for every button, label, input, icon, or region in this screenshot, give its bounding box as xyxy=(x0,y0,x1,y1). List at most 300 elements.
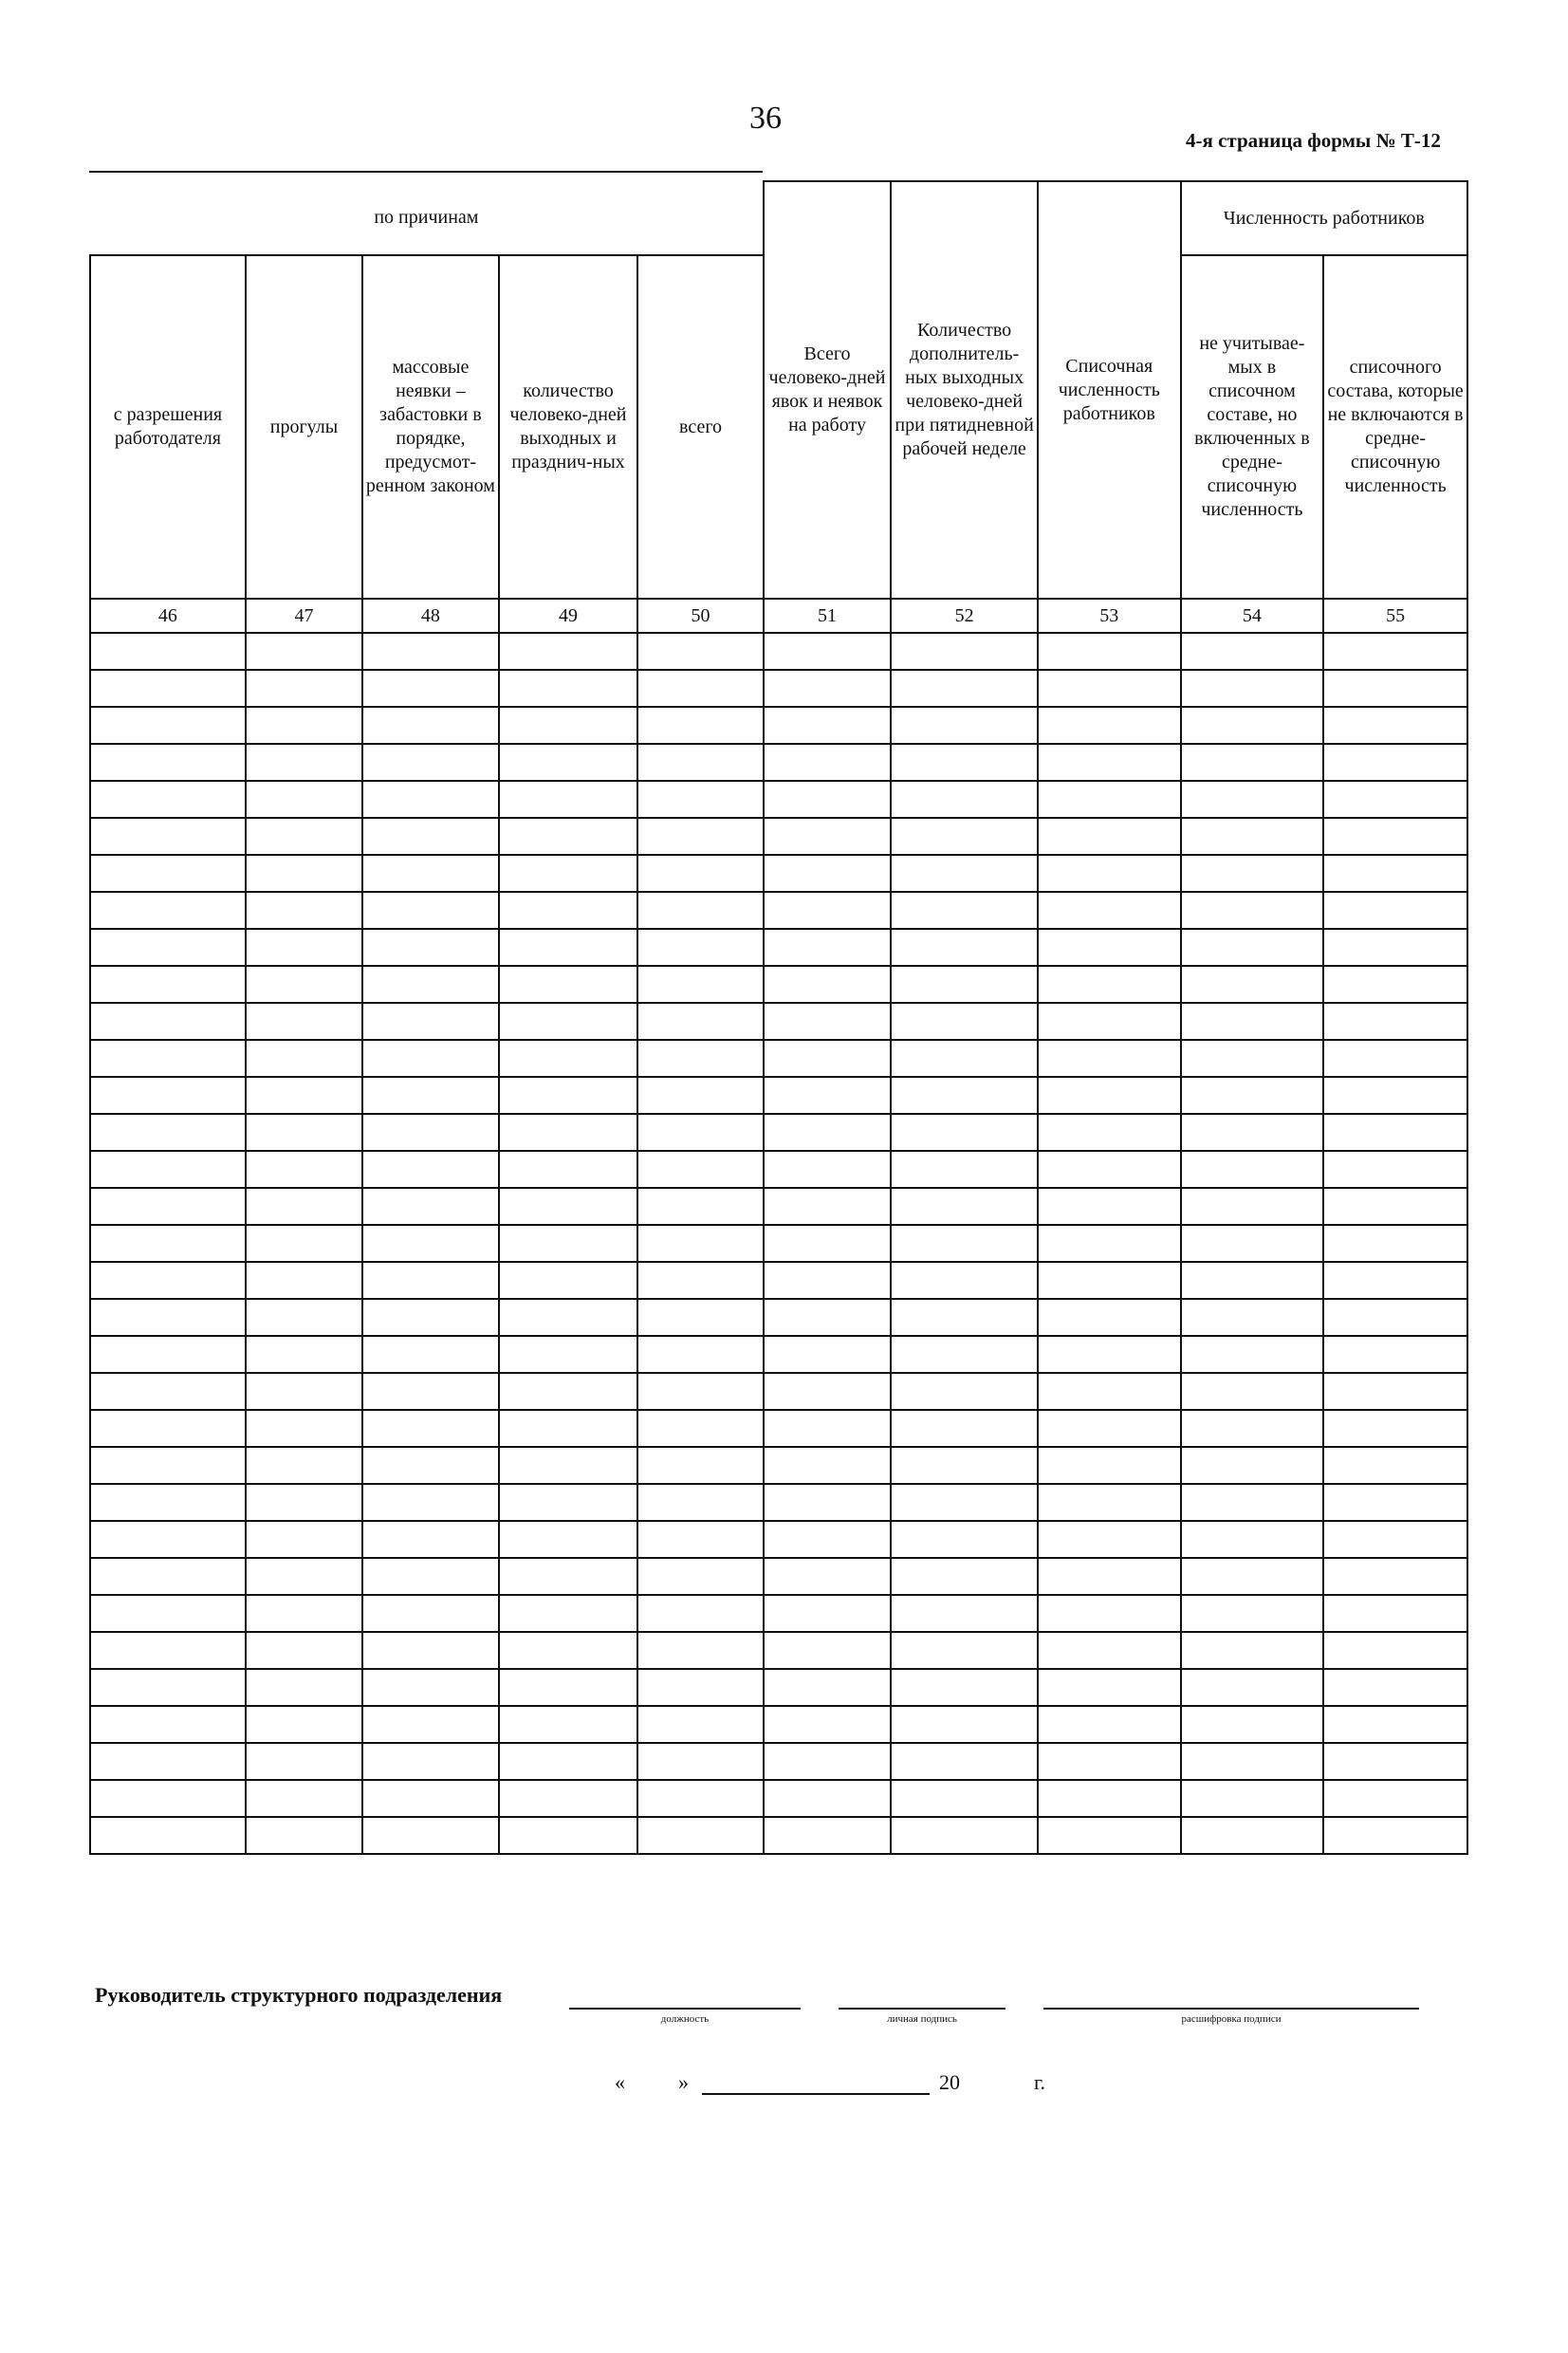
table-cell[interactable] xyxy=(246,818,362,855)
table-cell[interactable] xyxy=(1181,1706,1324,1743)
table-cell[interactable] xyxy=(637,633,763,670)
table-cell[interactable] xyxy=(90,781,246,818)
table-cell[interactable] xyxy=(891,1743,1038,1780)
table-cell[interactable] xyxy=(1323,1003,1467,1040)
table-cell[interactable] xyxy=(1181,929,1324,966)
table-cell[interactable] xyxy=(1181,633,1324,670)
table-cell[interactable] xyxy=(764,1484,891,1521)
table-cell[interactable] xyxy=(1038,1669,1181,1706)
table-cell[interactable] xyxy=(1323,670,1467,707)
table-cell[interactable] xyxy=(764,781,891,818)
table-cell[interactable] xyxy=(90,1040,246,1077)
table-cell[interactable] xyxy=(246,781,362,818)
table-cell[interactable] xyxy=(1323,1225,1467,1262)
table-cell[interactable] xyxy=(362,1521,499,1558)
table-cell[interactable] xyxy=(891,1410,1038,1447)
table-cell[interactable] xyxy=(1181,1003,1324,1040)
table-cell[interactable] xyxy=(90,1817,246,1854)
table-cell[interactable] xyxy=(891,1040,1038,1077)
table-cell[interactable] xyxy=(362,1669,499,1706)
table-cell[interactable] xyxy=(891,670,1038,707)
table-cell[interactable] xyxy=(764,1743,891,1780)
date-month-field[interactable] xyxy=(702,2093,930,2095)
table-cell[interactable] xyxy=(90,1373,246,1410)
table-cell[interactable] xyxy=(764,1225,891,1262)
table-cell[interactable] xyxy=(1181,744,1324,781)
table-cell[interactable] xyxy=(764,1114,891,1151)
table-cell[interactable] xyxy=(891,1669,1038,1706)
table-cell[interactable] xyxy=(891,1595,1038,1632)
table-cell[interactable] xyxy=(362,707,499,744)
signature-field[interactable] xyxy=(839,2008,1005,2010)
table-cell[interactable] xyxy=(90,744,246,781)
table-cell[interactable] xyxy=(1181,818,1324,855)
table-cell[interactable] xyxy=(90,1484,246,1521)
table-cell[interactable] xyxy=(499,1040,638,1077)
table-cell[interactable] xyxy=(1323,1040,1467,1077)
table-cell[interactable] xyxy=(891,1521,1038,1558)
table-cell[interactable] xyxy=(1038,1780,1181,1817)
table-cell[interactable] xyxy=(90,818,246,855)
table-cell[interactable] xyxy=(246,1817,362,1854)
table-cell[interactable] xyxy=(246,1299,362,1336)
table-cell[interactable] xyxy=(764,1262,891,1299)
table-cell[interactable] xyxy=(1323,1410,1467,1447)
table-cell[interactable] xyxy=(891,1225,1038,1262)
table-cell[interactable] xyxy=(246,892,362,929)
table-cell[interactable] xyxy=(246,744,362,781)
table-cell[interactable] xyxy=(1323,1521,1467,1558)
table-cell[interactable] xyxy=(1038,1632,1181,1669)
table-cell[interactable] xyxy=(891,1336,1038,1373)
table-cell[interactable] xyxy=(1181,1373,1324,1410)
table-cell[interactable] xyxy=(246,670,362,707)
table-cell[interactable] xyxy=(1323,1447,1467,1484)
table-cell[interactable] xyxy=(499,1299,638,1336)
table-cell[interactable] xyxy=(499,1484,638,1521)
table-cell[interactable] xyxy=(362,1373,499,1410)
table-cell[interactable] xyxy=(499,1447,638,1484)
table-cell[interactable] xyxy=(891,929,1038,966)
table-cell[interactable] xyxy=(1181,1151,1324,1188)
table-cell[interactable] xyxy=(637,1299,763,1336)
table-cell[interactable] xyxy=(891,1114,1038,1151)
table-cell[interactable] xyxy=(1181,1188,1324,1225)
table-cell[interactable] xyxy=(1038,1225,1181,1262)
table-cell[interactable] xyxy=(499,892,638,929)
table-cell[interactable] xyxy=(637,855,763,892)
table-cell[interactable] xyxy=(499,1114,638,1151)
table-cell[interactable] xyxy=(1038,818,1181,855)
table-cell[interactable] xyxy=(1323,707,1467,744)
table-cell[interactable] xyxy=(499,855,638,892)
table-cell[interactable] xyxy=(499,781,638,818)
table-cell[interactable] xyxy=(637,744,763,781)
table-cell[interactable] xyxy=(499,1706,638,1743)
table-cell[interactable] xyxy=(499,744,638,781)
table-cell[interactable] xyxy=(499,1077,638,1114)
decryption-field[interactable] xyxy=(1043,2008,1419,2010)
table-cell[interactable] xyxy=(362,818,499,855)
table-cell[interactable] xyxy=(764,633,891,670)
table-cell[interactable] xyxy=(1038,1484,1181,1521)
table-cell[interactable] xyxy=(90,1558,246,1595)
table-cell[interactable] xyxy=(1181,892,1324,929)
table-cell[interactable] xyxy=(637,1484,763,1521)
table-cell[interactable] xyxy=(362,929,499,966)
table-cell[interactable] xyxy=(1038,1151,1181,1188)
table-cell[interactable] xyxy=(90,929,246,966)
table-cell[interactable] xyxy=(764,1447,891,1484)
table-cell[interactable] xyxy=(891,855,1038,892)
table-cell[interactable] xyxy=(764,1336,891,1373)
table-cell[interactable] xyxy=(1181,1410,1324,1447)
table-cell[interactable] xyxy=(764,707,891,744)
table-cell[interactable] xyxy=(1038,1077,1181,1114)
table-cell[interactable] xyxy=(362,1188,499,1225)
table-cell[interactable] xyxy=(90,1262,246,1299)
table-cell[interactable] xyxy=(1038,1114,1181,1151)
table-cell[interactable] xyxy=(362,1262,499,1299)
table-cell[interactable] xyxy=(637,1262,763,1299)
table-cell[interactable] xyxy=(764,1188,891,1225)
table-cell[interactable] xyxy=(1323,892,1467,929)
table-cell[interactable] xyxy=(1323,1743,1467,1780)
table-cell[interactable] xyxy=(891,1373,1038,1410)
table-cell[interactable] xyxy=(764,1040,891,1077)
table-cell[interactable] xyxy=(362,1743,499,1780)
table-cell[interactable] xyxy=(362,781,499,818)
table-cell[interactable] xyxy=(246,855,362,892)
table-cell[interactable] xyxy=(1323,1151,1467,1188)
table-cell[interactable] xyxy=(637,1743,763,1780)
table-cell[interactable] xyxy=(637,1669,763,1706)
table-cell[interactable] xyxy=(764,1299,891,1336)
table-cell[interactable] xyxy=(90,1669,246,1706)
table-cell[interactable] xyxy=(90,1077,246,1114)
table-cell[interactable] xyxy=(90,1780,246,1817)
position-field[interactable] xyxy=(569,2008,801,2010)
table-cell[interactable] xyxy=(362,1780,499,1817)
table-cell[interactable] xyxy=(764,1521,891,1558)
table-cell[interactable] xyxy=(891,1558,1038,1595)
table-cell[interactable] xyxy=(1181,1225,1324,1262)
table-cell[interactable] xyxy=(764,1373,891,1410)
table-cell[interactable] xyxy=(1038,1447,1181,1484)
table-cell[interactable] xyxy=(499,1780,638,1817)
table-cell[interactable] xyxy=(90,1706,246,1743)
table-cell[interactable] xyxy=(891,1151,1038,1188)
table-cell[interactable] xyxy=(1323,855,1467,892)
table-cell[interactable] xyxy=(637,929,763,966)
table-cell[interactable] xyxy=(90,1114,246,1151)
table-cell[interactable] xyxy=(764,670,891,707)
table-cell[interactable] xyxy=(1323,1077,1467,1114)
table-cell[interactable] xyxy=(637,1558,763,1595)
table-cell[interactable] xyxy=(246,1336,362,1373)
table-cell[interactable] xyxy=(90,1003,246,1040)
table-cell[interactable] xyxy=(637,707,763,744)
table-cell[interactable] xyxy=(1038,966,1181,1003)
table-cell[interactable] xyxy=(1038,1817,1181,1854)
table-cell[interactable] xyxy=(637,1706,763,1743)
table-cell[interactable] xyxy=(362,1595,499,1632)
table-cell[interactable] xyxy=(246,1040,362,1077)
table-cell[interactable] xyxy=(637,1077,763,1114)
table-cell[interactable] xyxy=(246,1669,362,1706)
table-cell[interactable] xyxy=(246,1262,362,1299)
table-cell[interactable] xyxy=(891,1447,1038,1484)
table-cell[interactable] xyxy=(1181,1669,1324,1706)
table-cell[interactable] xyxy=(362,1336,499,1373)
table-cell[interactable] xyxy=(1038,1188,1181,1225)
table-cell[interactable] xyxy=(637,1188,763,1225)
table-cell[interactable] xyxy=(90,1188,246,1225)
table-cell[interactable] xyxy=(1323,1817,1467,1854)
table-cell[interactable] xyxy=(1323,929,1467,966)
table-cell[interactable] xyxy=(90,707,246,744)
table-cell[interactable] xyxy=(499,1521,638,1558)
table-cell[interactable] xyxy=(891,892,1038,929)
table-cell[interactable] xyxy=(1181,1262,1324,1299)
table-cell[interactable] xyxy=(362,892,499,929)
table-cell[interactable] xyxy=(1038,633,1181,670)
table-cell[interactable] xyxy=(891,633,1038,670)
table-cell[interactable] xyxy=(362,670,499,707)
table-cell[interactable] xyxy=(246,929,362,966)
table-cell[interactable] xyxy=(362,1447,499,1484)
table-cell[interactable] xyxy=(1038,670,1181,707)
table-cell[interactable] xyxy=(1323,781,1467,818)
table-cell[interactable] xyxy=(1038,1410,1181,1447)
table-cell[interactable] xyxy=(90,1595,246,1632)
table-cell[interactable] xyxy=(1181,781,1324,818)
table-cell[interactable] xyxy=(1038,855,1181,892)
table-cell[interactable] xyxy=(1181,670,1324,707)
table-cell[interactable] xyxy=(246,1743,362,1780)
table-cell[interactable] xyxy=(362,1817,499,1854)
table-cell[interactable] xyxy=(1038,744,1181,781)
table-cell[interactable] xyxy=(499,1632,638,1669)
table-cell[interactable] xyxy=(637,670,763,707)
table-cell[interactable] xyxy=(90,1410,246,1447)
table-cell[interactable] xyxy=(1181,1114,1324,1151)
table-cell[interactable] xyxy=(891,818,1038,855)
table-cell[interactable] xyxy=(362,1003,499,1040)
table-cell[interactable] xyxy=(90,966,246,1003)
table-cell[interactable] xyxy=(246,1780,362,1817)
table-cell[interactable] xyxy=(362,966,499,1003)
table-cell[interactable] xyxy=(891,1632,1038,1669)
table-cell[interactable] xyxy=(499,929,638,966)
table-cell[interactable] xyxy=(637,1114,763,1151)
table-cell[interactable] xyxy=(1038,1558,1181,1595)
table-cell[interactable] xyxy=(1323,633,1467,670)
table-cell[interactable] xyxy=(362,744,499,781)
table-cell[interactable] xyxy=(246,1521,362,1558)
table-cell[interactable] xyxy=(1323,1595,1467,1632)
table-cell[interactable] xyxy=(1181,1632,1324,1669)
table-cell[interactable] xyxy=(90,1151,246,1188)
table-cell[interactable] xyxy=(90,1521,246,1558)
table-cell[interactable] xyxy=(1181,1521,1324,1558)
table-cell[interactable] xyxy=(362,1077,499,1114)
table-cell[interactable] xyxy=(1323,1669,1467,1706)
table-cell[interactable] xyxy=(637,1003,763,1040)
table-cell[interactable] xyxy=(1323,818,1467,855)
table-cell[interactable] xyxy=(891,1817,1038,1854)
table-cell[interactable] xyxy=(637,1151,763,1188)
table-cell[interactable] xyxy=(637,1447,763,1484)
table-cell[interactable] xyxy=(1181,1743,1324,1780)
table-cell[interactable] xyxy=(764,966,891,1003)
table-cell[interactable] xyxy=(246,1706,362,1743)
table-cell[interactable] xyxy=(362,1225,499,1262)
table-cell[interactable] xyxy=(90,670,246,707)
table-cell[interactable] xyxy=(1038,1262,1181,1299)
table-cell[interactable] xyxy=(362,633,499,670)
table-cell[interactable] xyxy=(499,1225,638,1262)
table-cell[interactable] xyxy=(637,1817,763,1854)
table-cell[interactable] xyxy=(499,1410,638,1447)
table-cell[interactable] xyxy=(1181,1299,1324,1336)
table-cell[interactable] xyxy=(637,1632,763,1669)
table-cell[interactable] xyxy=(246,1151,362,1188)
table-cell[interactable] xyxy=(637,892,763,929)
table-cell[interactable] xyxy=(90,1743,246,1780)
table-cell[interactable] xyxy=(764,1410,891,1447)
table-cell[interactable] xyxy=(1038,707,1181,744)
table-cell[interactable] xyxy=(891,1262,1038,1299)
table-cell[interactable] xyxy=(637,1225,763,1262)
table-cell[interactable] xyxy=(90,1299,246,1336)
table-cell[interactable] xyxy=(1038,781,1181,818)
table-cell[interactable] xyxy=(362,1151,499,1188)
table-cell[interactable] xyxy=(362,1410,499,1447)
table-cell[interactable] xyxy=(90,1225,246,1262)
table-cell[interactable] xyxy=(764,1003,891,1040)
table-cell[interactable] xyxy=(764,892,891,929)
table-cell[interactable] xyxy=(1038,1595,1181,1632)
table-cell[interactable] xyxy=(362,1114,499,1151)
table-cell[interactable] xyxy=(90,892,246,929)
table-cell[interactable] xyxy=(764,929,891,966)
table-cell[interactable] xyxy=(891,707,1038,744)
table-cell[interactable] xyxy=(499,707,638,744)
table-cell[interactable] xyxy=(637,1521,763,1558)
table-cell[interactable] xyxy=(764,1706,891,1743)
table-cell[interactable] xyxy=(1181,1595,1324,1632)
table-cell[interactable] xyxy=(1323,1114,1467,1151)
table-cell[interactable] xyxy=(1323,1336,1467,1373)
table-cell[interactable] xyxy=(764,1669,891,1706)
table-cell[interactable] xyxy=(1323,1373,1467,1410)
table-cell[interactable] xyxy=(1038,1299,1181,1336)
table-cell[interactable] xyxy=(246,966,362,1003)
table-cell[interactable] xyxy=(764,1558,891,1595)
table-cell[interactable] xyxy=(1038,1373,1181,1410)
table-cell[interactable] xyxy=(637,966,763,1003)
table-cell[interactable] xyxy=(1181,1040,1324,1077)
table-cell[interactable] xyxy=(764,1077,891,1114)
table-cell[interactable] xyxy=(1038,1743,1181,1780)
table-cell[interactable] xyxy=(1323,1558,1467,1595)
table-cell[interactable] xyxy=(499,1003,638,1040)
table-cell[interactable] xyxy=(891,966,1038,1003)
table-cell[interactable] xyxy=(246,1373,362,1410)
table-cell[interactable] xyxy=(1181,1558,1324,1595)
table-cell[interactable] xyxy=(499,1595,638,1632)
table-cell[interactable] xyxy=(891,1003,1038,1040)
table-cell[interactable] xyxy=(891,1484,1038,1521)
table-cell[interactable] xyxy=(1181,1447,1324,1484)
table-cell[interactable] xyxy=(764,1151,891,1188)
table-cell[interactable] xyxy=(1323,966,1467,1003)
table-cell[interactable] xyxy=(1181,855,1324,892)
table-cell[interactable] xyxy=(764,1632,891,1669)
table-cell[interactable] xyxy=(1181,1817,1324,1854)
table-cell[interactable] xyxy=(891,1780,1038,1817)
table-cell[interactable] xyxy=(1323,744,1467,781)
table-cell[interactable] xyxy=(1323,1299,1467,1336)
table-cell[interactable] xyxy=(362,1558,499,1595)
table-cell[interactable] xyxy=(90,855,246,892)
table-cell[interactable] xyxy=(362,1040,499,1077)
table-cell[interactable] xyxy=(1323,1188,1467,1225)
table-cell[interactable] xyxy=(1181,966,1324,1003)
table-cell[interactable] xyxy=(637,1336,763,1373)
table-cell[interactable] xyxy=(637,1373,763,1410)
table-cell[interactable] xyxy=(891,1706,1038,1743)
table-cell[interactable] xyxy=(499,1743,638,1780)
table-cell[interactable] xyxy=(1181,1336,1324,1373)
table-cell[interactable] xyxy=(1181,707,1324,744)
table-cell[interactable] xyxy=(499,633,638,670)
table-cell[interactable] xyxy=(362,1706,499,1743)
table-cell[interactable] xyxy=(1038,1706,1181,1743)
table-cell[interactable] xyxy=(1038,1336,1181,1373)
table-cell[interactable] xyxy=(246,1003,362,1040)
table-cell[interactable] xyxy=(246,1410,362,1447)
table-cell[interactable] xyxy=(764,855,891,892)
table-cell[interactable] xyxy=(90,1447,246,1484)
table-cell[interactable] xyxy=(90,1632,246,1669)
table-cell[interactable] xyxy=(246,1558,362,1595)
table-cell[interactable] xyxy=(499,1558,638,1595)
table-cell[interactable] xyxy=(246,1225,362,1262)
table-cell[interactable] xyxy=(246,1595,362,1632)
table-cell[interactable] xyxy=(1038,1003,1181,1040)
table-cell[interactable] xyxy=(362,1484,499,1521)
table-cell[interactable] xyxy=(246,633,362,670)
table-cell[interactable] xyxy=(499,670,638,707)
table-cell[interactable] xyxy=(499,818,638,855)
table-cell[interactable] xyxy=(764,1595,891,1632)
table-cell[interactable] xyxy=(246,1484,362,1521)
table-cell[interactable] xyxy=(891,1188,1038,1225)
table-cell[interactable] xyxy=(246,1114,362,1151)
table-cell[interactable] xyxy=(1181,1484,1324,1521)
table-cell[interactable] xyxy=(246,1077,362,1114)
table-cell[interactable] xyxy=(1038,1040,1181,1077)
table-cell[interactable] xyxy=(90,1336,246,1373)
table-cell[interactable] xyxy=(362,855,499,892)
table-cell[interactable] xyxy=(499,966,638,1003)
table-cell[interactable] xyxy=(499,1262,638,1299)
table-cell[interactable] xyxy=(1323,1484,1467,1521)
table-cell[interactable] xyxy=(637,1040,763,1077)
table-cell[interactable] xyxy=(637,1410,763,1447)
